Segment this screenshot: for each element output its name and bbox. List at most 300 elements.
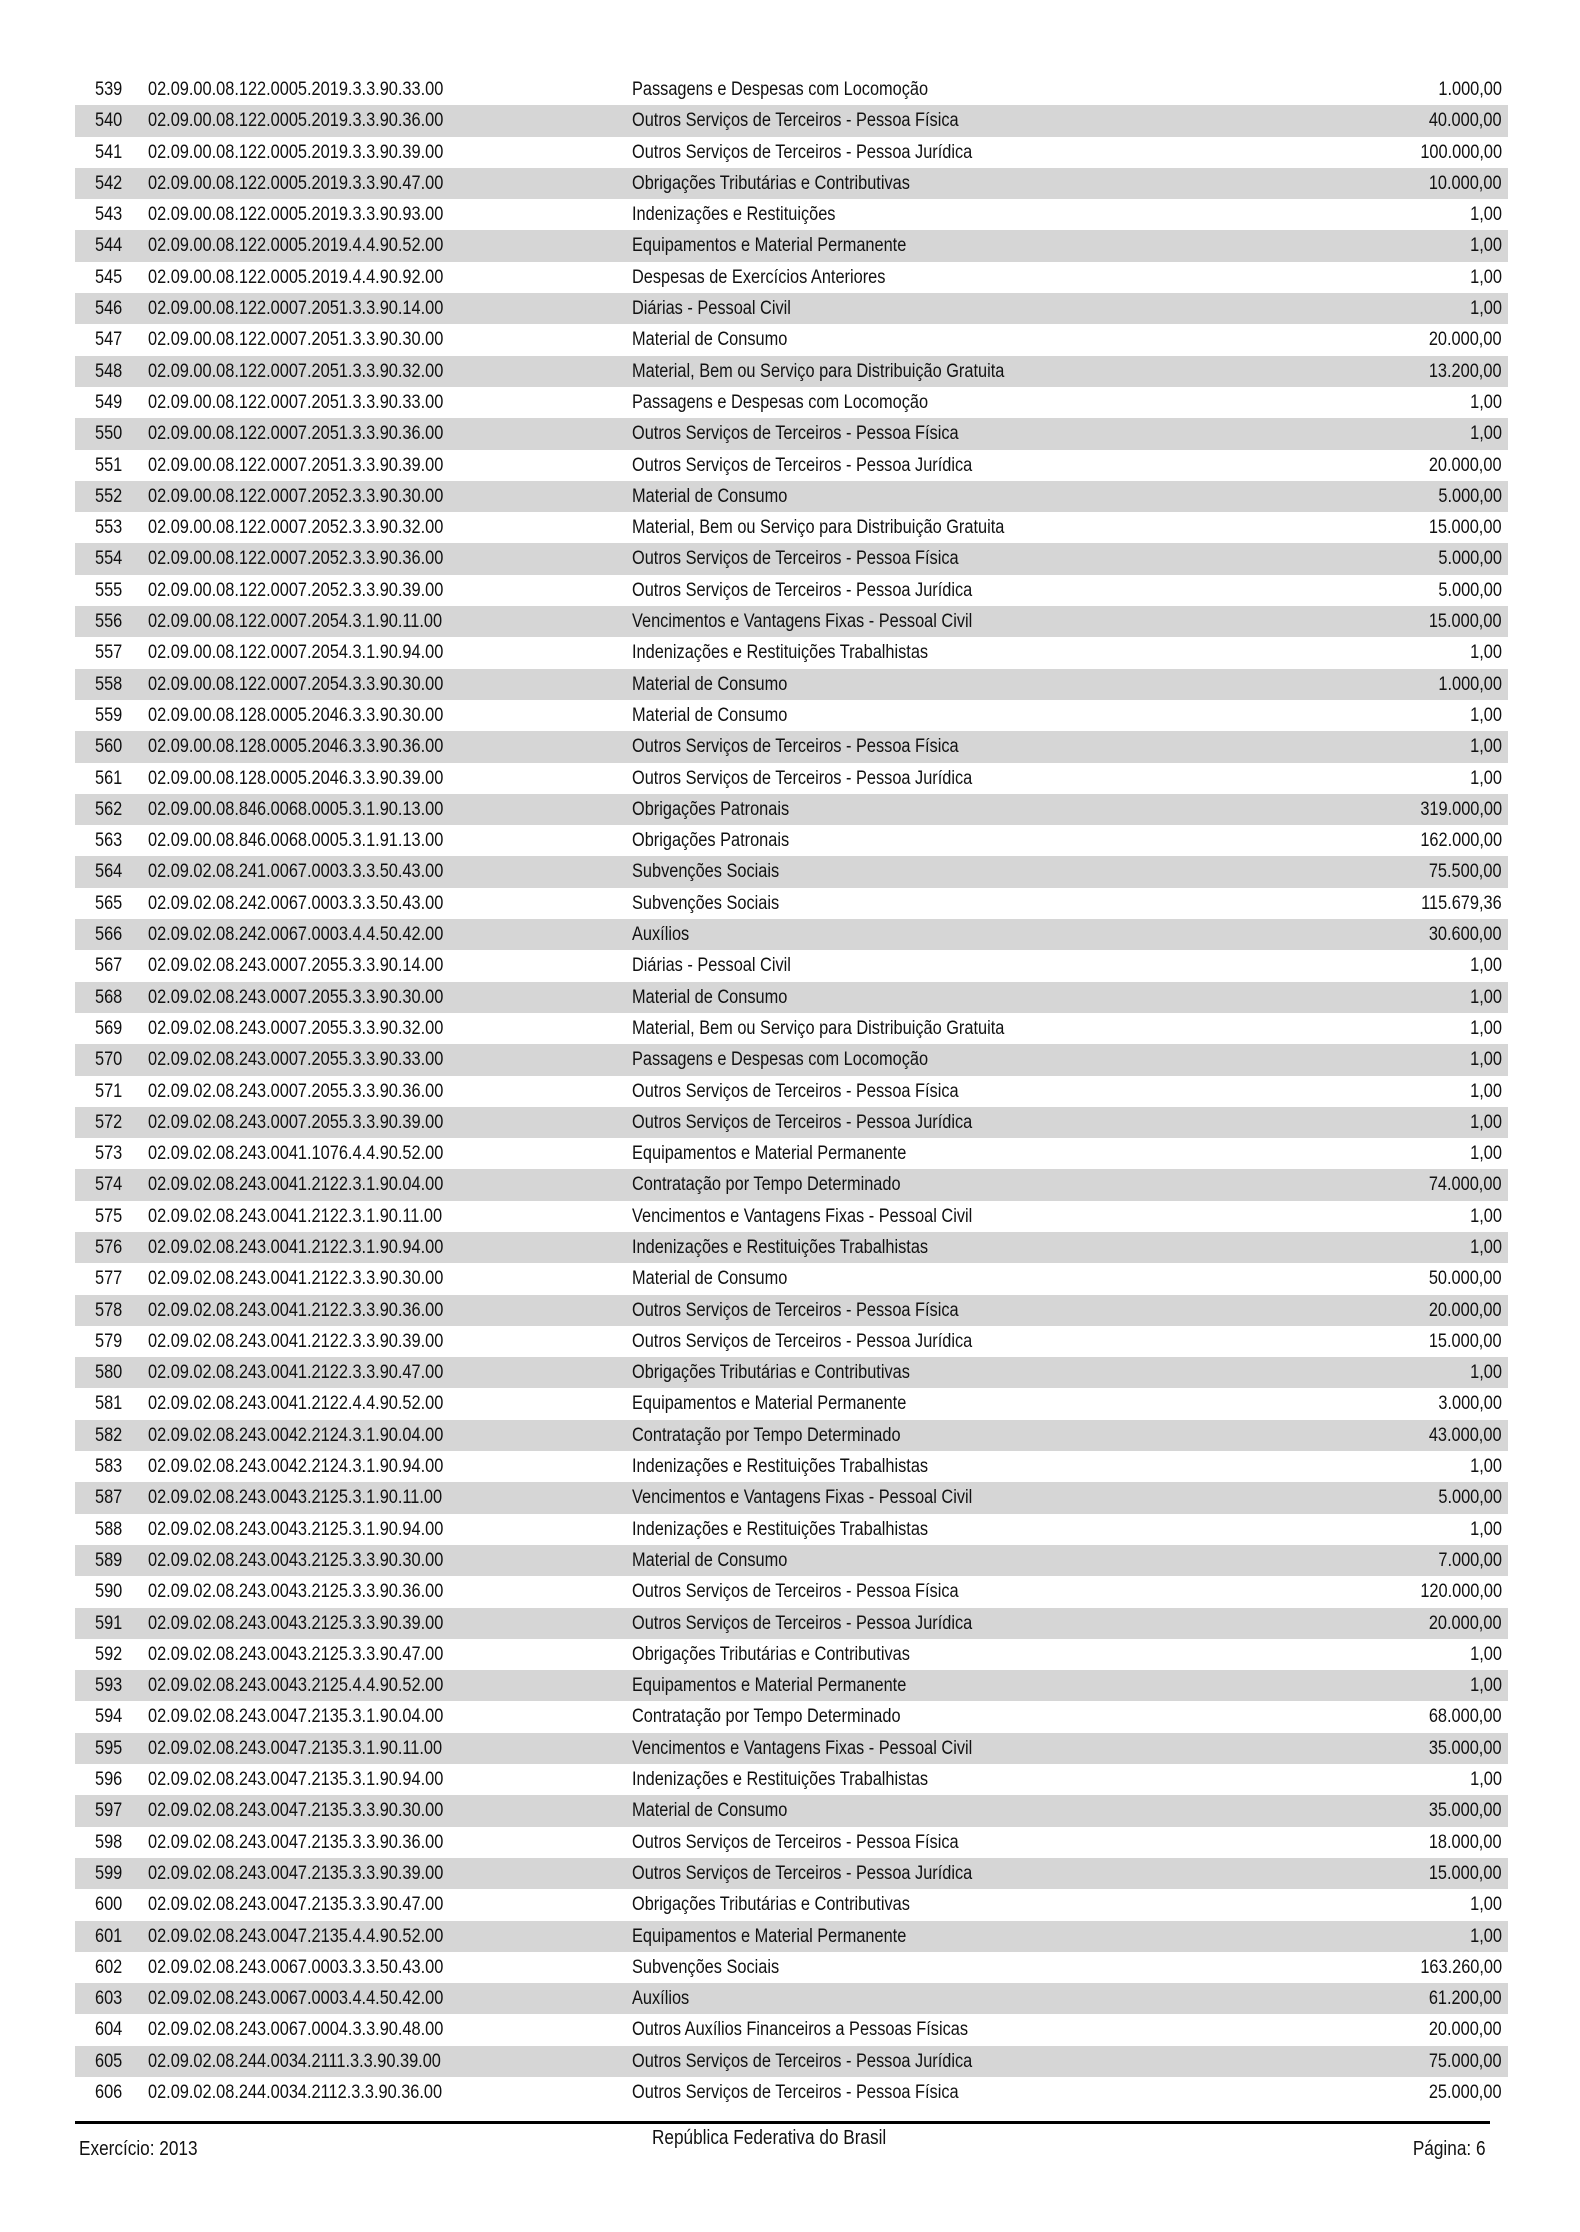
amount: 1,00 <box>1470 1675 1502 1697</box>
row-number: 587 <box>95 1487 123 1509</box>
expense-description: Outros Serviços de Terceiros - Pessoa Física <box>632 1080 959 1102</box>
row-number: 539 <box>95 79 123 100</box>
budget-code: 02.09.00.08.122.0007.2054.3.1.90.94.00 <box>148 642 444 664</box>
expense-description: Vencimentos e Vantagens Fixas - Pessoal Civil <box>632 1487 973 1509</box>
row-number: 589 <box>95 1549 123 1571</box>
budget-code: 02.09.02.08.242.0067.0003.3.3.50.43.00 <box>148 892 444 914</box>
expense-description: Material de Consumo <box>632 673 788 695</box>
budget-code: 02.09.00.08.122.0007.2051.3.3.90.14.00 <box>148 298 444 320</box>
budget-code: 02.09.02.08.243.0007.2055.3.3.90.14.00 <box>148 955 444 977</box>
row-number: 603 <box>95 1988 123 2010</box>
row-number: 555 <box>95 579 123 601</box>
table-row <box>75 543 1508 574</box>
budget-code: 02.09.02.08.244.0034.2112.3.3.90.36.00 <box>148 2082 443 2103</box>
budget-code: 02.09.02.08.243.0047.2135.3.3.90.39.00 <box>148 1862 444 1884</box>
expense-description: Obrigações Patronais <box>632 798 790 820</box>
table-row <box>75 982 1508 1013</box>
table-row <box>75 637 1508 668</box>
budget-code: 02.09.02.08.241.0067.0003.3.3.50.43.00 <box>148 861 444 883</box>
amount: 20.000,00 <box>1429 454 1502 476</box>
budget-code: 02.09.02.08.243.0042.2124.3.1.90.94.00 <box>148 1456 444 1478</box>
expense-description: Contratação por Tempo Determinado <box>632 1424 901 1446</box>
expense-description: Outros Serviços de Terceiros - Pessoa Física <box>632 423 959 445</box>
row-number: 543 <box>95 204 123 226</box>
budget-code: 02.09.00.08.122.0007.2052.3.3.90.32.00 <box>148 517 444 539</box>
row-number: 567 <box>95 955 123 977</box>
table-row <box>75 1451 1508 1482</box>
amount: 30.600,00 <box>1429 924 1502 946</box>
amount: 15.000,00 <box>1429 611 1502 633</box>
amount: 1,00 <box>1470 1925 1502 1947</box>
budget-code: 02.09.02.08.242.0067.0003.4.4.50.42.00 <box>148 924 444 946</box>
amount: 15.000,00 <box>1429 517 1502 539</box>
expense-description: Indenizações e Restituições <box>632 204 836 226</box>
budget-code: 02.09.00.08.122.0005.2019.3.3.90.39.00 <box>148 141 444 163</box>
expense-description: Outros Serviços de Terceiros - Pessoa Jurídica <box>632 141 973 163</box>
amount: 1.000,00 <box>1438 673 1502 695</box>
table-row <box>75 1357 1508 1388</box>
table-row <box>75 1201 1508 1232</box>
table-row <box>75 387 1508 418</box>
row-number: 577 <box>95 1268 123 1290</box>
table-row <box>75 1952 1508 1983</box>
row-number: 601 <box>95 1925 123 1947</box>
budget-code: 02.09.02.08.243.0067.0004.3.3.90.48.00 <box>148 2019 444 2041</box>
expense-description: Outros Serviços de Terceiros - Pessoa Física <box>632 1299 959 1321</box>
amount: 3.000,00 <box>1438 1393 1502 1415</box>
budget-code: 02.09.02.08.243.0047.2135.3.1.90.94.00 <box>148 1769 444 1791</box>
row-number: 606 <box>95 2082 123 2103</box>
amount: 1,00 <box>1470 1017 1502 1039</box>
expense-description: Outros Serviços de Terceiros - Pessoa Jurídica <box>632 1111 973 1133</box>
budget-code: 02.09.00.08.122.0007.2052.3.3.90.39.00 <box>148 579 444 601</box>
amount: 1,00 <box>1470 1456 1502 1478</box>
row-number: 546 <box>95 298 123 320</box>
budget-code: 02.09.00.08.122.0007.2051.3.3.90.30.00 <box>148 329 444 351</box>
row-number: 550 <box>95 423 123 445</box>
table-row <box>75 418 1508 449</box>
table-row <box>75 1670 1508 1701</box>
row-number: 596 <box>95 1769 123 1791</box>
footer-fiscal-year: Exercício: 2013 <box>79 2138 198 2160</box>
expense-description: Outros Serviços de Terceiros - Pessoa Física <box>632 1581 959 1603</box>
amount: 74.000,00 <box>1429 1174 1502 1196</box>
expense-description: Outros Serviços de Terceiros - Pessoa Jurídica <box>632 767 973 789</box>
expense-description: Diárias - Pessoal Civil <box>632 298 791 320</box>
expense-description: Indenizações e Restituições Trabalhistas <box>632 1518 929 1540</box>
budget-code: 02.09.02.08.243.0043.2125.3.3.90.36.00 <box>148 1581 444 1603</box>
budget-code: 02.09.00.08.122.0005.2019.4.4.90.92.00 <box>148 266 444 288</box>
budget-code: 02.09.02.08.243.0047.2135.3.3.90.30.00 <box>148 1800 444 1822</box>
amount: 75.000,00 <box>1429 2050 1502 2072</box>
footer-page-number: Página: 6 <box>1413 2138 1486 2160</box>
expense-description: Material de Consumo <box>632 1268 788 1290</box>
row-number: 549 <box>95 391 123 413</box>
expense-description: Material de Consumo <box>632 485 788 507</box>
budget-code: 02.09.02.08.243.0041.1076.4.4.90.52.00 <box>148 1143 444 1165</box>
row-number: 571 <box>95 1080 123 1102</box>
expense-description: Equipamentos e Material Permanente <box>632 1925 907 1947</box>
budget-code: 02.09.02.08.243.0043.2125.3.3.90.47.00 <box>148 1643 444 1665</box>
table-row <box>75 2046 1508 2077</box>
footer-country: República Federativa do Brasil <box>652 2127 887 2149</box>
amount: 5.000,00 <box>1438 1487 1502 1509</box>
amount: 115.679,36 <box>1421 892 1502 914</box>
expense-description: Obrigações Tributárias e Contributivas <box>632 172 910 194</box>
amount: 18.000,00 <box>1429 1831 1502 1853</box>
amount: 1,00 <box>1470 986 1502 1008</box>
row-number: 563 <box>95 830 123 852</box>
table-row <box>75 1169 1508 1200</box>
budget-code: 02.09.02.08.243.0067.0003.4.4.50.42.00 <box>148 1988 444 2010</box>
expense-description: Diárias - Pessoal Civil <box>632 955 791 977</box>
expense-description: Vencimentos e Vantagens Fixas - Pessoal Civil <box>632 611 973 633</box>
amount: 1,00 <box>1470 423 1502 445</box>
expense-description: Subvenções Sociais <box>632 892 780 914</box>
amount: 40.000,00 <box>1429 110 1502 132</box>
expense-description: Outros Serviços de Terceiros - Pessoa Física <box>632 548 959 570</box>
amount: 20.000,00 <box>1429 1612 1502 1634</box>
expense-description: Passagens e Despesas com Locomoção <box>632 1049 929 1071</box>
row-number: 548 <box>95 360 123 382</box>
amount: 35.000,00 <box>1429 1800 1502 1822</box>
amount: 120.000,00 <box>1420 1581 1502 1603</box>
budget-code: 02.09.02.08.243.0007.2055.3.3.90.30.00 <box>148 986 444 1008</box>
amount: 50.000,00 <box>1429 1268 1502 1290</box>
amount: 10.000,00 <box>1429 172 1502 194</box>
table-row <box>75 1795 1508 1826</box>
budget-code: 02.09.02.08.243.0041.2122.3.1.90.04.00 <box>148 1174 444 1196</box>
amount: 20.000,00 <box>1429 329 1502 351</box>
row-number: 604 <box>95 2019 123 2041</box>
row-number: 580 <box>95 1362 123 1384</box>
amount: 25.000,00 <box>1429 2082 1502 2103</box>
row-number: 540 <box>95 110 123 132</box>
budget-code: 02.09.02.08.243.0007.2055.3.3.90.33.00 <box>148 1049 444 1071</box>
budget-code: 02.09.02.08.243.0047.2135.4.4.90.52.00 <box>148 1925 444 1947</box>
footer-divider <box>75 2121 1490 2124</box>
amount: 75.500,00 <box>1429 861 1502 883</box>
expense-description: Equipamentos e Material Permanente <box>632 1675 907 1697</box>
table-row <box>75 199 1508 230</box>
row-number: 605 <box>95 2050 123 2072</box>
budget-code: 02.09.00.08.128.0005.2046.3.3.90.36.00 <box>148 736 444 758</box>
row-number: 560 <box>95 736 123 758</box>
amount: 1,00 <box>1470 298 1502 320</box>
row-number: 544 <box>95 235 123 257</box>
amount: 319.000,00 <box>1420 798 1502 820</box>
row-number: 553 <box>95 517 123 539</box>
amount: 1,00 <box>1470 1769 1502 1791</box>
amount: 1,00 <box>1470 391 1502 413</box>
expense-description: Outros Serviços de Terceiros - Pessoa Física <box>632 2082 959 2103</box>
row-number: 576 <box>95 1236 123 1258</box>
table-row <box>75 1733 1508 1764</box>
row-number: 570 <box>95 1049 123 1071</box>
budget-code: 02.09.00.08.122.0007.2051.3.3.90.32.00 <box>148 360 444 382</box>
budget-code: 02.09.00.08.122.0007.2051.3.3.90.39.00 <box>148 454 444 476</box>
table-row <box>75 1388 1508 1419</box>
expense-description: Material, Bem ou Serviço para Distribuição Gratuita <box>632 517 1005 539</box>
expense-description: Vencimentos e Vantagens Fixas - Pessoal Civil <box>632 1205 973 1227</box>
expense-description: Material de Consumo <box>632 704 788 726</box>
table-row <box>75 1764 1508 1795</box>
amount: 1,00 <box>1470 1518 1502 1540</box>
table-row <box>75 825 1508 856</box>
amount: 15.000,00 <box>1429 1330 1502 1352</box>
row-number: 581 <box>95 1393 123 1415</box>
row-number: 552 <box>95 485 123 507</box>
expense-description: Material de Consumo <box>632 986 788 1008</box>
table-row <box>75 1232 1508 1263</box>
table-row <box>75 2077 1508 2108</box>
budget-code: 02.09.02.08.243.0047.2135.3.3.90.47.00 <box>148 1894 444 1916</box>
table-row <box>75 74 1508 105</box>
expense-description: Outros Serviços de Terceiros - Pessoa Física <box>632 736 959 758</box>
expense-description: Despesas de Exercícios Anteriores <box>632 266 886 288</box>
table-row <box>75 700 1508 731</box>
row-number: 558 <box>95 673 123 695</box>
table-row <box>75 1514 1508 1545</box>
budget-code: 02.09.02.08.243.0047.2135.3.3.90.36.00 <box>148 1831 444 1853</box>
row-number: 557 <box>95 642 123 664</box>
table-row <box>75 856 1508 887</box>
expense-description: Equipamentos e Material Permanente <box>632 1393 907 1415</box>
budget-code: 02.09.02.08.243.0041.2122.4.4.90.52.00 <box>148 1393 444 1415</box>
expense-description: Material de Consumo <box>632 329 788 351</box>
amount: 5.000,00 <box>1438 548 1502 570</box>
expense-description: Outros Serviços de Terceiros - Pessoa Jurídica <box>632 579 973 601</box>
table-row <box>75 1138 1508 1169</box>
amount: 1,00 <box>1470 1643 1502 1665</box>
row-number: 562 <box>95 798 123 820</box>
budget-code: 02.09.02.08.243.0043.2125.4.4.90.52.00 <box>148 1675 444 1697</box>
row-number: 579 <box>95 1330 123 1352</box>
budget-code: 02.09.00.08.122.0005.2019.4.4.90.52.00 <box>148 235 444 257</box>
expense-description: Material, Bem ou Serviço para Distribuição Gratuita <box>632 1017 1005 1039</box>
row-number: 582 <box>95 1424 123 1446</box>
amount: 15.000,00 <box>1429 1862 1502 1884</box>
budget-code: 02.09.00.08.128.0005.2046.3.3.90.30.00 <box>148 704 444 726</box>
amount: 1,00 <box>1470 1894 1502 1916</box>
table-row <box>75 1827 1508 1858</box>
budget-code: 02.09.02.08.243.0041.2122.3.3.90.36.00 <box>148 1299 444 1321</box>
table-row <box>75 763 1508 794</box>
row-number: 592 <box>95 1643 123 1665</box>
row-number: 602 <box>95 1956 123 1978</box>
amount: 1,00 <box>1470 1049 1502 1071</box>
budget-code: 02.09.00.08.122.0007.2054.3.1.90.11.00 <box>148 611 443 633</box>
expense-description: Outros Serviços de Terceiros - Pessoa Jurídica <box>632 1330 973 1352</box>
amount: 1,00 <box>1470 1362 1502 1384</box>
expense-description: Subvenções Sociais <box>632 1956 780 1978</box>
amount: 13.200,00 <box>1429 360 1502 382</box>
amount: 5.000,00 <box>1438 579 1502 601</box>
budget-code: 02.09.02.08.243.0007.2055.3.3.90.39.00 <box>148 1111 444 1133</box>
row-number: 542 <box>95 172 123 194</box>
table-row <box>75 1326 1508 1357</box>
table-row <box>75 731 1508 762</box>
budget-code: 02.09.02.08.243.0041.2122.3.3.90.30.00 <box>148 1268 444 1290</box>
table-row <box>75 1701 1508 1732</box>
row-number: 559 <box>95 704 123 726</box>
expense-description: Outros Serviços de Terceiros - Pessoa Física <box>632 1831 959 1853</box>
amount: 1,00 <box>1470 1111 1502 1133</box>
amount: 1,00 <box>1470 266 1502 288</box>
row-number: 593 <box>95 1675 123 1697</box>
amount: 1,00 <box>1470 736 1502 758</box>
expense-description: Outros Serviços de Terceiros - Pessoa Física <box>632 110 959 132</box>
expense-description: Material, Bem ou Serviço para Distribuição Gratuita <box>632 360 1005 382</box>
budget-code: 02.09.02.08.243.0043.2125.3.1.90.94.00 <box>148 1518 444 1540</box>
budget-code: 02.09.02.08.243.0041.2122.3.1.90.94.00 <box>148 1236 444 1258</box>
table-row <box>75 356 1508 387</box>
amount: 1,00 <box>1470 1236 1502 1258</box>
table-row <box>75 450 1508 481</box>
table-row <box>75 293 1508 324</box>
table-row <box>75 1420 1508 1451</box>
amount: 7.000,00 <box>1438 1549 1502 1571</box>
amount: 1,00 <box>1470 204 1502 226</box>
budget-code: 02.09.02.08.243.0041.2122.3.1.90.11.00 <box>148 1205 443 1227</box>
table-row <box>75 575 1508 606</box>
expense-description: Material de Consumo <box>632 1549 788 1571</box>
row-number: 551 <box>95 454 123 476</box>
expense-description: Vencimentos e Vantagens Fixas - Pessoal Civil <box>632 1737 973 1759</box>
expense-description: Obrigações Tributárias e Contributivas <box>632 1643 910 1665</box>
table-row <box>75 168 1508 199</box>
amount: 163.260,00 <box>1420 1956 1502 1978</box>
table-row <box>75 1013 1508 1044</box>
amount: 1,00 <box>1470 642 1502 664</box>
table-row <box>75 262 1508 293</box>
row-number: 566 <box>95 924 123 946</box>
budget-code: 02.09.02.08.243.0067.0003.3.3.50.43.00 <box>148 1956 444 1978</box>
amount: 100.000,00 <box>1420 141 1502 163</box>
expense-description: Contratação por Tempo Determinado <box>632 1706 901 1728</box>
row-number: 597 <box>95 1800 123 1822</box>
budget-code: 02.09.00.08.122.0007.2054.3.3.90.30.00 <box>148 673 444 695</box>
amount: 61.200,00 <box>1429 1988 1502 2010</box>
table-row <box>75 1545 1508 1576</box>
expense-description: Indenizações e Restituições Trabalhistas <box>632 1769 929 1791</box>
budget-code: 02.09.00.08.128.0005.2046.3.3.90.39.00 <box>148 767 444 789</box>
budget-code: 02.09.02.08.243.0042.2124.3.1.90.04.00 <box>148 1424 444 1446</box>
budget-code: 02.09.00.08.846.0068.0005.3.1.90.13.00 <box>148 798 444 820</box>
row-number: 574 <box>95 1174 123 1196</box>
table-row <box>75 1639 1508 1670</box>
budget-code: 02.09.02.08.243.0007.2055.3.3.90.32.00 <box>148 1017 444 1039</box>
expense-description: Obrigações Tributárias e Contributivas <box>632 1894 910 1916</box>
table-row <box>75 794 1508 825</box>
amount: 20.000,00 <box>1429 1299 1502 1321</box>
table-row <box>75 1983 1508 2014</box>
budget-code: 02.09.02.08.243.0047.2135.3.1.90.04.00 <box>148 1706 444 1728</box>
expense-description: Outros Serviços de Terceiros - Pessoa Jurídica <box>632 1612 973 1634</box>
amount: 5.000,00 <box>1438 485 1502 507</box>
amount: 1,00 <box>1470 235 1502 257</box>
expense-description: Outros Serviços de Terceiros - Pessoa Jurídica <box>632 1862 973 1884</box>
amount: 1,00 <box>1470 955 1502 977</box>
amount: 1,00 <box>1470 1205 1502 1227</box>
expense-description: Subvenções Sociais <box>632 861 780 883</box>
row-number: 556 <box>95 611 123 633</box>
amount: 1.000,00 <box>1438 79 1502 100</box>
table-row <box>75 1576 1508 1607</box>
table-row <box>75 669 1508 700</box>
table-row <box>75 105 1508 136</box>
amount: 35.000,00 <box>1429 1737 1502 1759</box>
table-row <box>75 888 1508 919</box>
budget-code: 02.09.00.08.122.0007.2052.3.3.90.36.00 <box>148 548 444 570</box>
budget-code: 02.09.02.08.243.0041.2122.3.3.90.39.00 <box>148 1330 444 1352</box>
amount: 1,00 <box>1470 704 1502 726</box>
row-number: 594 <box>95 1706 123 1728</box>
amount: 1,00 <box>1470 1080 1502 1102</box>
row-number: 588 <box>95 1518 123 1540</box>
expense-description: Auxílios <box>632 1988 690 2010</box>
amount: 20.000,00 <box>1429 2019 1502 2041</box>
table-row <box>75 512 1508 543</box>
budget-code: 02.09.00.08.122.0005.2019.3.3.90.33.00 <box>148 79 444 100</box>
budget-table <box>75 74 1508 2108</box>
amount: 1,00 <box>1470 767 1502 789</box>
expense-description: Obrigações Tributárias e Contributivas <box>632 1362 910 1384</box>
row-number: 568 <box>95 986 123 1008</box>
expense-description: Obrigações Patronais <box>632 830 790 852</box>
table-row <box>75 1608 1508 1639</box>
budget-code: 02.09.00.08.122.0005.2019.3.3.90.93.00 <box>148 204 444 226</box>
table-row <box>75 1295 1508 1326</box>
table-row <box>75 1044 1508 1075</box>
budget-code: 02.09.02.08.243.0047.2135.3.1.90.11.00 <box>148 1737 443 1759</box>
row-number: 569 <box>95 1017 123 1039</box>
row-number: 575 <box>95 1205 123 1227</box>
expense-description: Outros Serviços de Terceiros - Pessoa Jurídica <box>632 454 973 476</box>
expense-description: Outros Auxílios Financeiros a Pessoas Físicas <box>632 2019 969 2041</box>
amount: 43.000,00 <box>1429 1424 1502 1446</box>
budget-code: 02.09.00.08.122.0007.2052.3.3.90.30.00 <box>148 485 444 507</box>
table-row <box>75 919 1508 950</box>
row-number: 541 <box>95 141 123 163</box>
row-number: 554 <box>95 548 123 570</box>
expense-description: Auxílios <box>632 924 690 946</box>
expense-description: Indenizações e Restituições Trabalhistas <box>632 1236 929 1258</box>
row-number: 599 <box>95 1862 123 1884</box>
expense-description: Equipamentos e Material Permanente <box>632 235 907 257</box>
table-row <box>75 1076 1508 1107</box>
expense-description: Indenizações e Restituições Trabalhistas <box>632 1456 929 1478</box>
expense-description: Equipamentos e Material Permanente <box>632 1143 907 1165</box>
table-row <box>75 1482 1508 1513</box>
row-number: 564 <box>95 861 123 883</box>
expense-description: Passagens e Despesas com Locomoção <box>632 391 929 413</box>
table-row <box>75 1107 1508 1138</box>
table-row <box>75 606 1508 637</box>
budget-code: 02.09.02.08.244.0034.2111.3.3.90.39.00 <box>148 2050 441 2072</box>
budget-code: 02.09.00.08.122.0005.2019.3.3.90.36.00 <box>148 110 444 132</box>
expense-description: Contratação por Tempo Determinado <box>632 1174 901 1196</box>
table-row <box>75 137 1508 168</box>
table-row <box>75 230 1508 261</box>
table-row <box>75 1921 1508 1952</box>
budget-code: 02.09.02.08.243.0007.2055.3.3.90.36.00 <box>148 1080 444 1102</box>
expense-description: Outros Serviços de Terceiros - Pessoa Jurídica <box>632 2050 973 2072</box>
table-row <box>75 950 1508 981</box>
row-number: 572 <box>95 1111 123 1133</box>
table-row <box>75 1858 1508 1889</box>
budget-code: 02.09.02.08.243.0043.2125.3.3.90.30.00 <box>148 1549 444 1571</box>
